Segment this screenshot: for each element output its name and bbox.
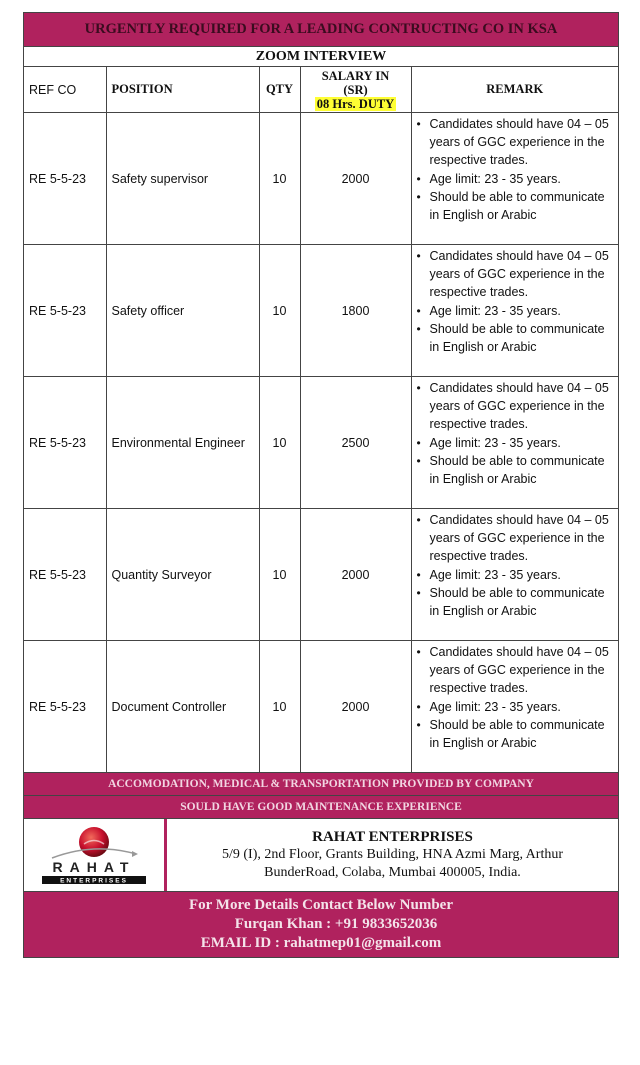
logo-subtext: ENTERPRISES: [60, 877, 128, 885]
contact-heading: For More Details Contact Below Number: [189, 897, 453, 913]
company-info: [167, 819, 618, 891]
remark-item: • Age limit: 23 - 35 years.: [430, 302, 615, 320]
col-header-ref: REF CO: [24, 67, 106, 113]
contact-phone[interactable]: Furqan Khan : +91 9833652036: [234, 916, 438, 932]
logo-text: RAHAT: [52, 859, 136, 875]
salary-cell: 2000: [300, 113, 411, 245]
remark-item: • Should be able to communicate in English or Arabic: [430, 584, 615, 620]
remark-cell: [411, 377, 618, 509]
duty-hours-highlight: 08 Hrs. DUTY: [316, 96, 395, 111]
salary-cell: 2000: [300, 641, 411, 773]
table-row: [24, 509, 618, 641]
contact-email[interactable]: EMAIL ID : rahatmep01@gmail.com: [200, 935, 442, 951]
position-cell: Safety officer: [106, 245, 259, 377]
remark-item: • Candidates should have 04 – 05 years of GGC experience in the respective trades.: [430, 511, 615, 566]
position-cell: Safety supervisor: [106, 113, 259, 245]
qty-cell: 10: [259, 113, 300, 245]
remark-item: • Should be able to communicate in English or Arabic: [430, 188, 615, 224]
remark-cell: [411, 245, 618, 377]
qty-cell: 10: [259, 377, 300, 509]
remark-item: • Should be able to communicate in English or Arabic: [430, 320, 615, 356]
qty-cell: 10: [259, 641, 300, 773]
remark-list: [416, 115, 615, 224]
col-header-remark: REMARK: [411, 67, 618, 113]
salary-cell: 2000: [300, 509, 411, 641]
address-line2: BunderRoad, Colaba, Mumbai 400005, India.: [264, 865, 521, 880]
remark-item: • Age limit: 23 - 35 years.: [430, 170, 615, 188]
remark-list: [416, 511, 615, 620]
col-header-qty: QTY: [259, 67, 300, 113]
table-row: [24, 641, 618, 773]
notice-title: URGENTLY REQUIRED FOR A LEADING CONTRUCTING CO IN KSA: [24, 13, 618, 47]
table-row: [24, 377, 618, 509]
salary-header-line1: SALARY IN: [321, 68, 390, 83]
ref-code-cell: RE 5-5-23: [24, 113, 106, 245]
experience-banner: SOULD HAVE GOOD MAINTENANCE EXPERIENCE: [24, 796, 618, 819]
salary-cell: 1800: [300, 245, 411, 377]
company-block: [24, 819, 618, 892]
address-line1: 5/9 (I), 2nd Floor, Grants Building, HNA Azmi Marg, Arthur: [222, 847, 563, 862]
remark-cell: [411, 641, 618, 773]
ref-code-cell: RE 5-5-23: [24, 245, 106, 377]
remark-item: • Candidates should have 04 – 05 years of GGC experience in the respective trades.: [430, 643, 615, 698]
remark-item: • Candidates should have 04 – 05 years of GGC experience in the respective trades.: [430, 115, 615, 170]
position-cell: Environmental Engineer: [106, 377, 259, 509]
position-cell: Document Controller: [106, 641, 259, 773]
col-header-position: POSITION: [106, 67, 259, 113]
remark-item: • Age limit: 23 - 35 years.: [430, 566, 615, 584]
remark-item: • Candidates should have 04 – 05 years of GGC experience in the respective trades.: [430, 247, 615, 302]
ref-code-cell: RE 5-5-23: [24, 509, 106, 641]
remark-item: • Should be able to communicate in English or Arabic: [430, 452, 615, 488]
qty-cell: 10: [259, 245, 300, 377]
interview-mode: ZOOM INTERVIEW: [24, 47, 618, 67]
remark-item: • Age limit: 23 - 35 years.: [430, 698, 615, 716]
company-name: RAHAT ENTERPRISES: [312, 829, 473, 845]
remark-item: • Age limit: 23 - 35 years.: [430, 434, 615, 452]
position-cell: Quantity Surveyor: [106, 509, 259, 641]
rahat-logo-icon: [32, 824, 156, 886]
table-header-row: [24, 67, 618, 113]
contact-block: [24, 892, 618, 957]
job-notice: [23, 12, 619, 958]
col-header-salary: [300, 67, 411, 113]
qty-cell: 10: [259, 509, 300, 641]
positions-table: [24, 67, 618, 773]
remark-item: • Candidates should have 04 – 05 years of GGC experience in the respective trades.: [430, 379, 615, 434]
salary-cell: 2500: [300, 377, 411, 509]
ref-code-cell: RE 5-5-23: [24, 377, 106, 509]
remark-list: [416, 379, 615, 488]
company-logo: [24, 819, 167, 891]
remark-cell: [411, 113, 618, 245]
salary-header-line2: (SR): [343, 82, 368, 97]
remark-cell: [411, 509, 618, 641]
table-row: [24, 113, 618, 245]
table-row: [24, 245, 618, 377]
ref-code-cell: RE 5-5-23: [24, 641, 106, 773]
benefits-banner: ACCOMODATION, MEDICAL & TRANSPORTATION PROVIDED BY COMPANY: [24, 773, 618, 796]
remark-list: [416, 247, 615, 356]
remark-item: • Should be able to communicate in English or Arabic: [430, 716, 615, 752]
remark-list: [416, 643, 615, 752]
